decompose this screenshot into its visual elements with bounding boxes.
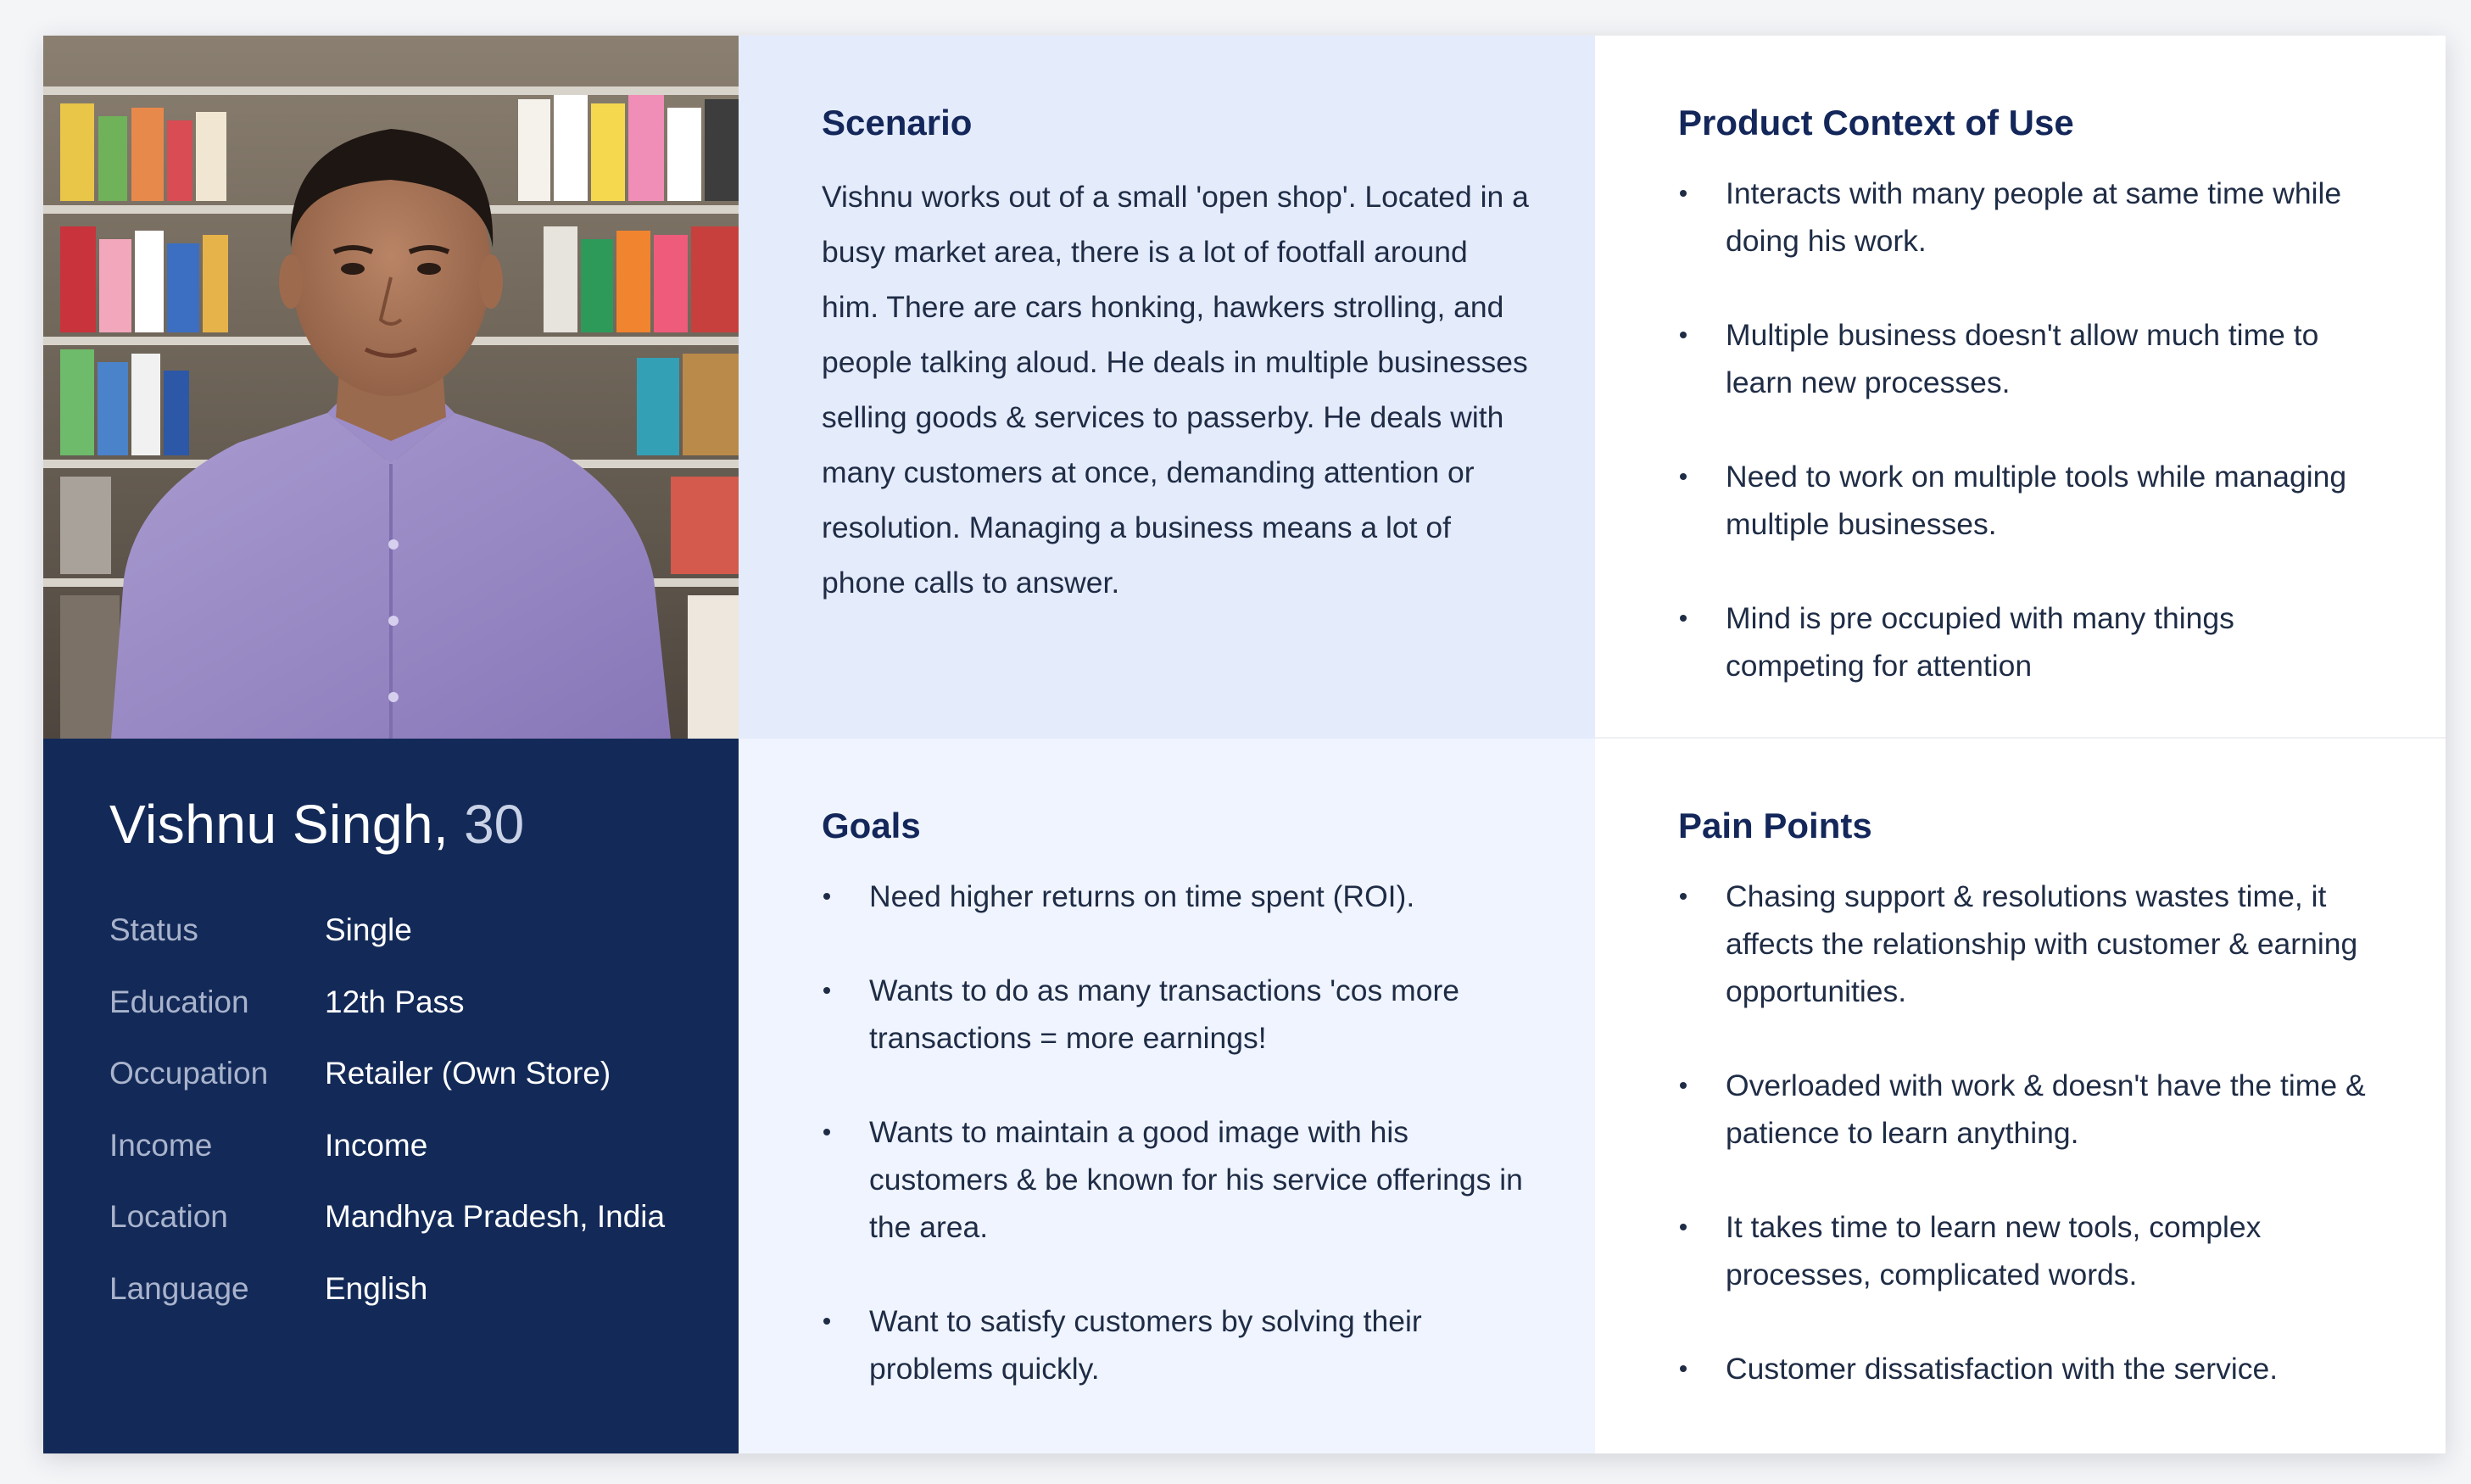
persona-name-line	[109, 795, 739, 854]
goals-panel	[739, 739, 1595, 1453]
attr-label-income: Income	[109, 1127, 213, 1163]
list-item: Want to satisfy customers by solving their problems quickly.	[822, 1297, 1529, 1392]
persona-photo	[43, 36, 739, 739]
attr-label-education: Education	[109, 984, 249, 1019]
list-item: Mind is pre occupied with many things competing for attention	[1678, 594, 2379, 689]
persona-attributes	[109, 895, 739, 1325]
attr-label-occupation: Occupation	[109, 1056, 269, 1091]
list-item: Chasing support & resolutions wastes time, it affects the relationship with customer & earning opportunities.	[1678, 873, 2386, 1015]
persona-name: Vishnu Singh,	[109, 794, 449, 855]
list-item: Wants to maintain a good image with his customers & be known for his service offerings in the area.	[822, 1108, 1529, 1251]
list-item: Need higher returns on time spent (ROI).	[822, 873, 1529, 920]
list-item: Customer dissatisfaction with the service.	[1678, 1345, 2386, 1392]
attr-value-location: Mandhya Pradesh, India	[325, 1199, 666, 1235]
goals-list	[822, 873, 1529, 1392]
list-item: Interacts with many people at same time while doing his work.	[1678, 170, 2379, 265]
scenario-text: Vishnu works out of a small 'open shop'. Located in a busy market area, there is a lot of footfall around him. There are cars honking, hawkers strolling, and people talking aloud. He deals in multiple businesses selling goods & services to passerby. He deals with many customers at once, demanding attention or resolution. Managing a business means a lot of phone calls to answer.	[822, 180, 1529, 600]
list-item: Wants to do as many transactions 'cos more transactions = more earnings!	[822, 967, 1529, 1062]
pain-points-list	[1678, 873, 2386, 1392]
persona-age: 30	[464, 794, 525, 855]
attr-label-location: Location	[109, 1199, 228, 1235]
list-item: Multiple business doesn't allow much time to learn new processes.	[1678, 311, 2379, 406]
pain-points-heading: Pain Points	[1678, 806, 1872, 845]
attr-value-education: 12th Pass	[325, 984, 465, 1019]
attr-value-occupation: Retailer (Own Store)	[325, 1056, 611, 1091]
attr-label-language: Language	[109, 1270, 249, 1306]
list-item: Overloaded with work & doesn't have the time & patience to learn anything.	[1678, 1062, 2386, 1157]
attr-value-language: English	[325, 1270, 428, 1306]
profile-panel	[43, 739, 739, 1453]
goals-heading: Goals	[822, 806, 921, 845]
scenario-panel	[739, 36, 1595, 739]
context-panel	[1595, 36, 2446, 739]
attr-value-status: Single	[325, 912, 412, 948]
list-item: It takes time to learn new tools, complex processes, complicated words.	[1678, 1203, 2386, 1298]
context-heading: Product Context of Use	[1678, 103, 2074, 142]
context-list	[1678, 170, 2379, 689]
scenario-heading: Scenario	[822, 103, 973, 142]
persona-card	[43, 36, 2446, 1453]
pain-points-panel	[1595, 739, 2446, 1453]
attr-label-status: Status	[109, 912, 198, 948]
attr-value-income: Income	[325, 1127, 428, 1163]
list-item: Need to work on multiple tools while managing multiple businesses.	[1678, 453, 2379, 548]
